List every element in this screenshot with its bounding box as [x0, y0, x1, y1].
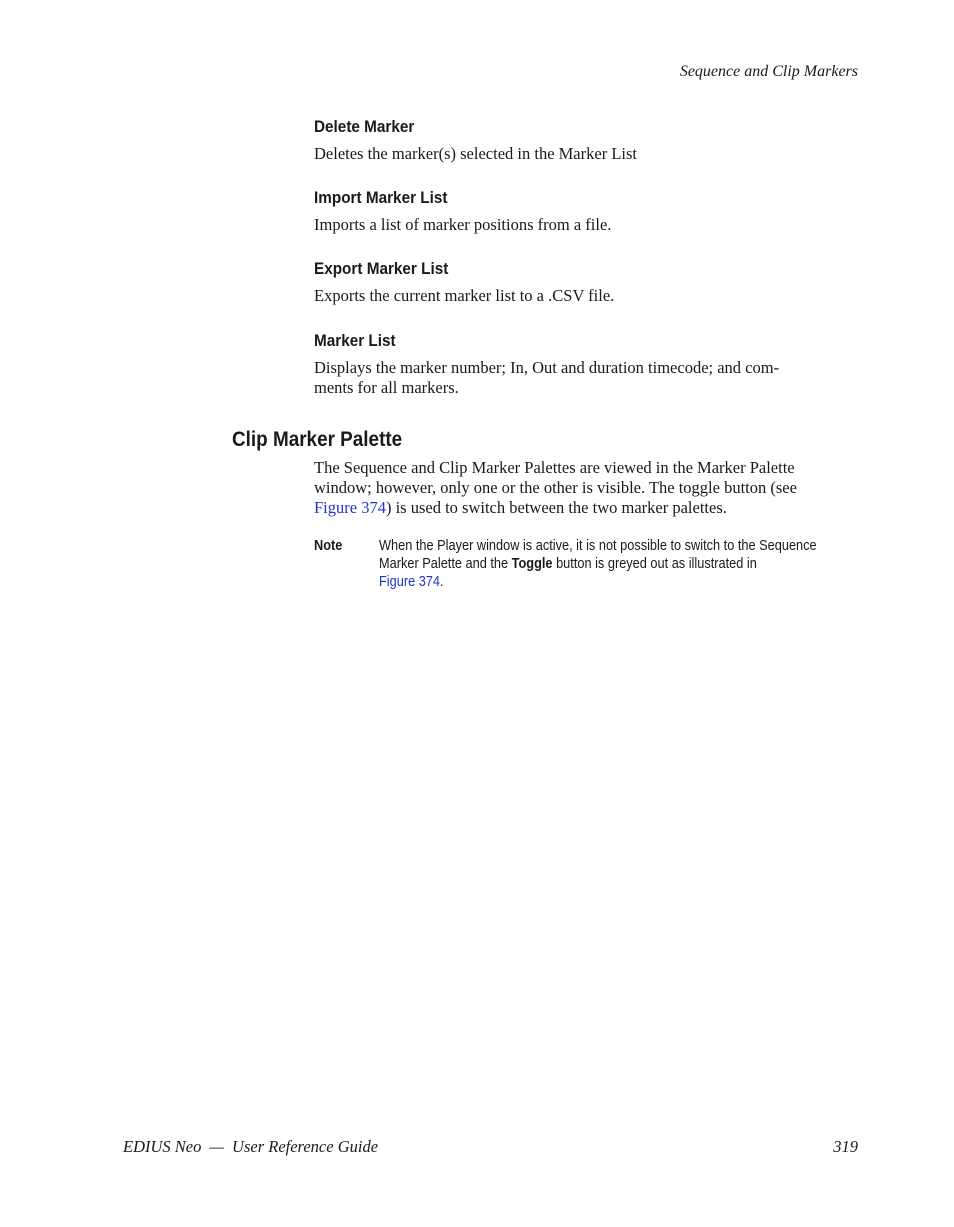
note-period: . — [440, 574, 444, 590]
note-label: Note — [314, 538, 343, 554]
section-body: Deletes the marker(s) selected in the Marker List — [314, 144, 637, 163]
section-body: Exports the current marker list to a .CSV file. — [314, 286, 615, 305]
section-heading: Delete Marker — [314, 117, 415, 136]
note-line: Marker Palette and the — [379, 556, 512, 572]
section-body — [314, 458, 859, 518]
toggle-term: Toggle — [511, 556, 553, 572]
note-text — [379, 537, 845, 591]
clip-marker-palette-heading: Clip Marker Palette — [232, 428, 403, 451]
section-body — [314, 358, 859, 398]
section-body: Imports a list of marker positions from a file. — [314, 215, 612, 234]
footer-title — [123, 1137, 378, 1157]
running-header: Sequence and Clip Markers — [679, 63, 858, 80]
clip-marker-palette-body — [314, 451, 859, 518]
page-number: 319 — [833, 1137, 858, 1156]
section-export-marker-list — [314, 259, 859, 306]
body-line: ) is used to switch between the two marker palettes. — [385, 498, 727, 517]
footer-product: EDIUS Neo — [123, 1137, 202, 1156]
section-heading: Marker List — [314, 331, 396, 350]
body-line: Displays the marker number; In, Out and duration timecode; and com- — [314, 358, 780, 377]
section-heading: Import Marker List — [314, 188, 448, 207]
section-marker-list — [314, 331, 859, 398]
figure-374-link[interactable]: Figure 374 — [314, 498, 386, 517]
body-line: ments for all markers. — [314, 378, 459, 397]
section-delete-marker — [314, 117, 859, 164]
note-line: button is greyed out as illustrated in — [552, 556, 757, 572]
footer-guide: User Reference Guide — [232, 1137, 379, 1156]
section-import-marker-list — [314, 188, 859, 235]
note-line: When the Player window is active, it is not possible to switch to the Sequence — [379, 538, 817, 554]
section-heading: Export Marker List — [314, 259, 449, 278]
body-line: window; however, only one or the other is visible. The toggle button (see — [314, 478, 797, 497]
figure-374-link[interactable]: Figure 374 — [379, 574, 441, 590]
body-line: The Sequence and Clip Marker Palettes are viewed in the Marker Palette — [314, 458, 795, 477]
footer-dash: — — [209, 1137, 225, 1156]
